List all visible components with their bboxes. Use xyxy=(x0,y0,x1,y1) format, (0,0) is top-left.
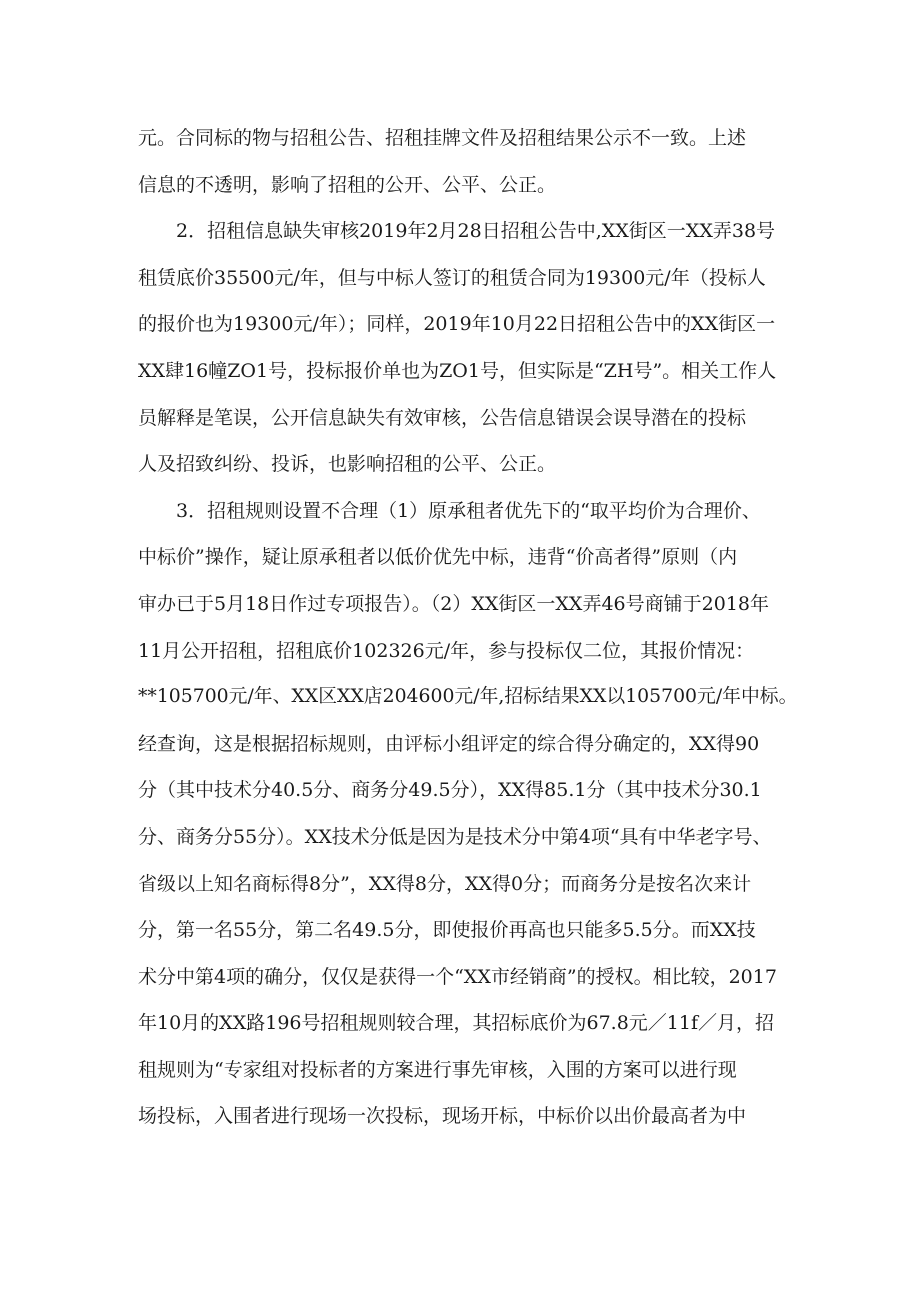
text-line-5: 的报价也为19300元/年）；同样，2019年10月22日招租公告中的XX街区一 xyxy=(138,313,776,336)
text-line-21: 租规则为“专家组对投标者的方案进行事先审核，入围的方案可以进行现 xyxy=(138,1058,737,1081)
text-line-16: 分、商务分55分）。XX技术分低是因为是技术分中第4项“具有中华老字号、 xyxy=(138,825,772,848)
text-line-15: 分（其中技术分40.5分、商务分49.5分），XX得85.1分（其中技术分30.1 xyxy=(138,779,762,802)
text-line-18: 分，第一名55分，第二名49.5分，即使报价再高也只能多5.5分。而XX技 xyxy=(138,919,756,942)
text-line-7: 员解释是笔误，公开信息缺失有效审核，公告信息错误会误导潜在的投标 xyxy=(138,406,747,429)
text-line-13: **105700元/年、XX区XX店204600元/年,招标结果XX以105700元/年中标。 xyxy=(138,686,798,708)
text-line-6: XX肆16幢ZO1号，投标报价单也为ZO1号，但实际是“ZH号”。相关工作人 xyxy=(138,359,777,382)
text-line-11: 审办已于5月18日作过专项报告）。（2）XX街区一XX弄46号商铺于2018年 xyxy=(138,592,769,615)
body-text xyxy=(138,115,798,1140)
text-line-4: 租赁底价35500元/年，但与中标人签订的租赁合同为19300元/年（投标人 xyxy=(138,266,766,289)
text-line-8: 人及招致纠纷、投诉，也影响招租的公平、公正。 xyxy=(138,453,557,476)
text-line-10: 中标价”操作，疑让原承租者以低价优先中标，违背“价高者得”原则（内 xyxy=(138,546,738,569)
text-line-20: 年10月的XX路196号招租规则较合理，其招标底价为67.8元／11f／月，招 xyxy=(138,1012,775,1035)
text-line-14: 经查询，这是根据招标规则，由评标小组评定的综合得分确定的，XX得90 xyxy=(138,732,760,755)
text-line-22: 场投标，入围者进行现场一次投标，现场开标，中标价以出价最高者为中 xyxy=(138,1105,747,1128)
text-line-17: 省级以上知名商标得8分”，XX得8分，XX得0分；而商务分是按名次来计 xyxy=(138,872,752,895)
text-line-2: 信息的不透明，影响了招租的公开、公平、公正。 xyxy=(138,173,557,196)
text-line-12: 11月公开招租，招租底价102326元/年，参与投标仅二位，其报价情况： xyxy=(138,639,755,662)
text-line-3: 2．招租信息缺失审核2019年2月28日招租公告中,XX街区一XX弄38号 xyxy=(138,220,776,243)
text-line-9: 3．招租规则设置不合理（1）原承租者优先下的“取平均价为合理价、 xyxy=(138,499,761,522)
text-line-19: 术分中第4项的确分，仅仅是获得一个“XX市经销商”的授权。相比较，2017 xyxy=(138,965,777,988)
text-line-1: 元。合同标的物与招租公告、招租挂牌文件及招租结果公示不一致。上述 xyxy=(138,127,747,149)
